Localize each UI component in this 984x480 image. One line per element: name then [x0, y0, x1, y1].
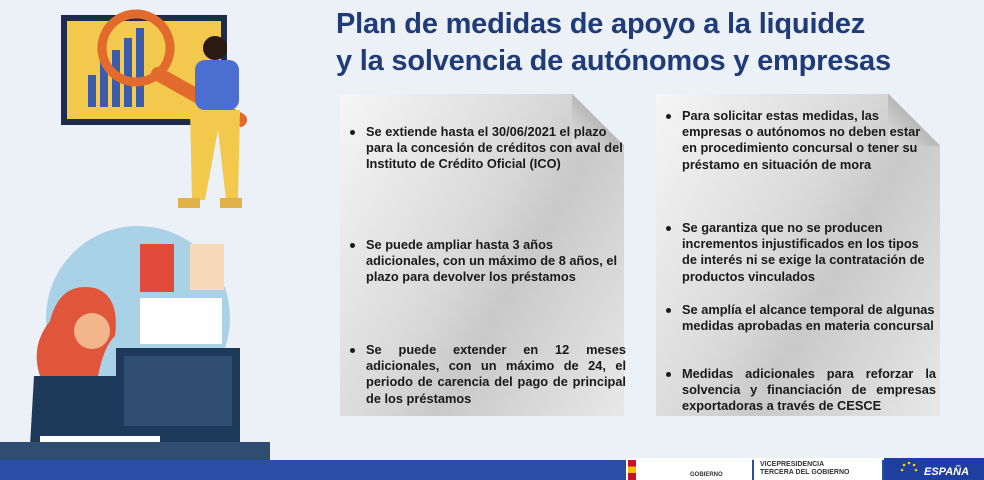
left-bullet-list	[344, 124, 626, 407]
vicepresidencia-line-2: TERCERA DEL GOBIERNO	[760, 469, 850, 476]
left-bullet-3: Se puede extender en 12 meses adicionales, con un máximo de 24, el periodo de carencia del pago de principal de los préstamos	[344, 342, 626, 407]
left-bullet-1: Se extiende hasta el 30/06/2021 el plazo para la concesión de créditos con aval del Instituto de Crédito Oficial (ICO)	[344, 124, 626, 237]
right-bullet-4: Medidas adicionales para reforzar la solvencia y financiación de empresas exportadoras a través de CESCE	[660, 366, 936, 415]
analyst-illustration	[40, 0, 290, 230]
title-line-2: y la solvencia de autónomos y empresas	[336, 45, 891, 77]
spain-flag-icon	[628, 460, 636, 480]
gobierno-label: GOBIERNO	[690, 472, 723, 478]
right-bullet-3: Se amplía el alcance temporal de algunas medidas aprobadas en materia concursal	[660, 302, 936, 366]
right-bullet-1: Para solicitar estas medidas, las empresas o autónomos no deben estar en procedimiento concursal o tener su préstamo en situación de mora	[660, 108, 936, 220]
left-bullet-2: Se puede ampliar hasta 3 años adicionales, con un máximo de 8 años, el plazo para devolver los préstamos	[344, 237, 626, 342]
government-logo-block	[626, 458, 752, 480]
right-bullet-2: Se garantiza que no se producen incrementos injustificados en los tipos de interés ni se exige la contratación de productos vinculados	[660, 220, 936, 302]
page-title	[336, 6, 976, 80]
title-line-1: Plan de medidas de apoyo a la liquidez	[336, 8, 866, 40]
vicepresidencia-line-1: VICEPRESIDENCIA	[760, 461, 825, 468]
right-bullet-list	[660, 108, 936, 415]
vicepresidencia-block	[754, 458, 882, 480]
eu-stars-icon	[898, 460, 920, 478]
eu-logo-block	[884, 458, 984, 480]
espana-label: ESPAÑA	[924, 466, 970, 478]
worker-illustration	[0, 226, 270, 460]
